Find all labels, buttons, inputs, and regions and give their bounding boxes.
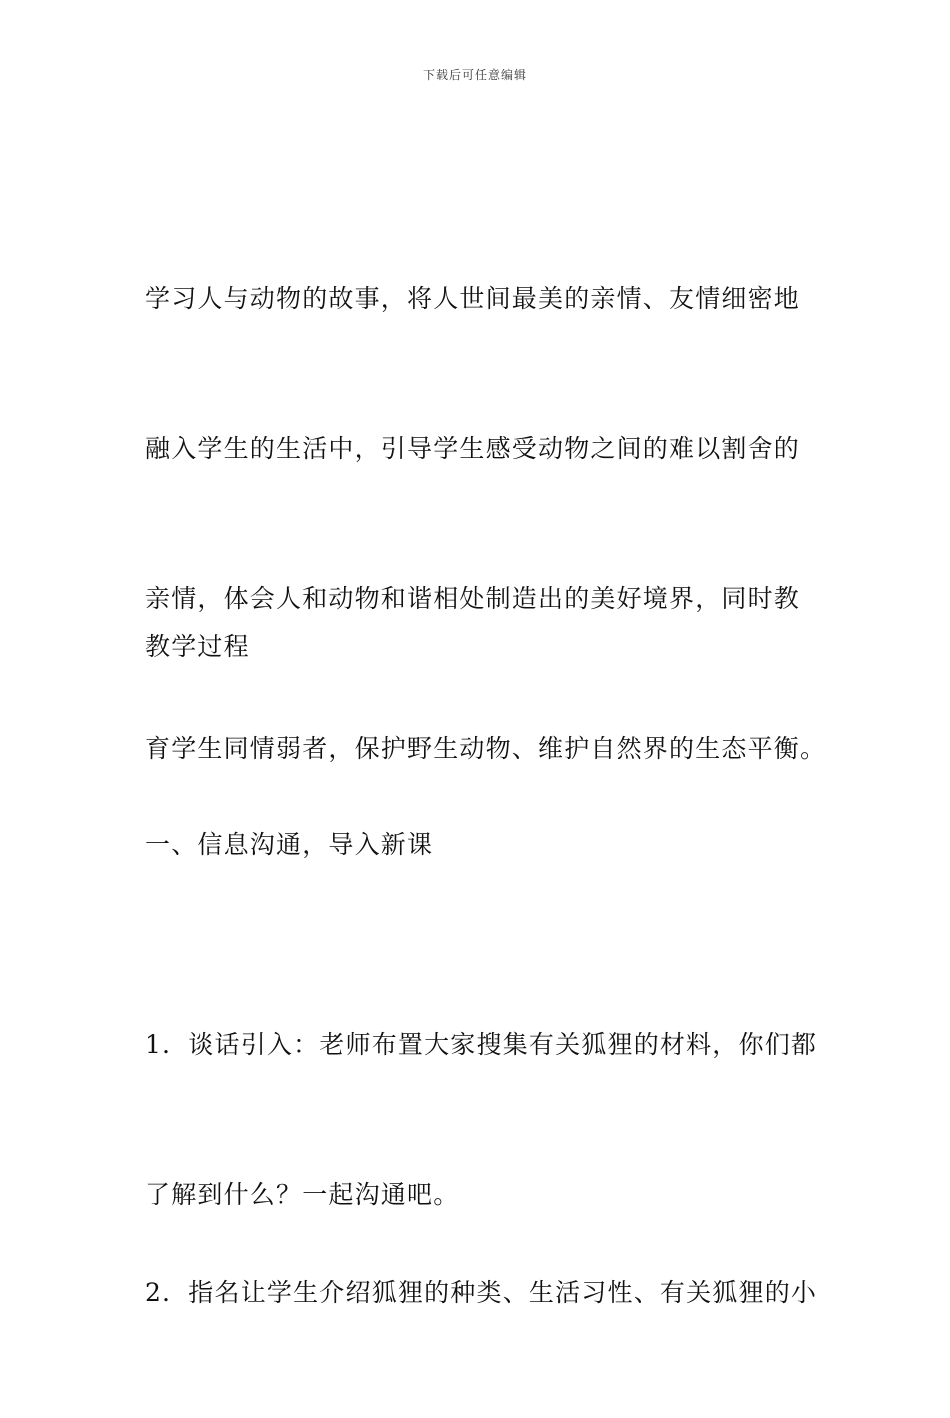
item-2-line-1: 2．指名让学生介绍狐狸的种类、生活习性、有关狐狸的小 [145, 1278, 818, 1307]
intro-line-3: 亲情，体会人和动物和谐相处制造出的美好境界，同时教 [145, 584, 801, 613]
page-header: 下载后可任意编辑 [422, 68, 527, 82]
item-1-line-1: 1．谈话引入：老师布置大家搜集有关狐狸的材料，你们都 [145, 1030, 818, 1059]
intro-line-2: 融入学生的生活中，引导学生感受动物之间的难以割舍的 [145, 434, 801, 463]
intro-line-1: 学习人与动物的故事，将人世间最美的亲情、友情细密地 [145, 284, 801, 313]
item-2-paragraph [145, 1168, 818, 1418]
intro-line-4: 育学生同情弱者，保护野生动物、维护自然界的生态平衡。 [145, 734, 827, 763]
step-heading-text: 一、信息沟通，导入新课 [145, 830, 434, 859]
section-title-text: 教学过程 [145, 632, 250, 661]
item-1-line-2: 了解到什么？一起沟通吧。 [145, 1180, 460, 1209]
